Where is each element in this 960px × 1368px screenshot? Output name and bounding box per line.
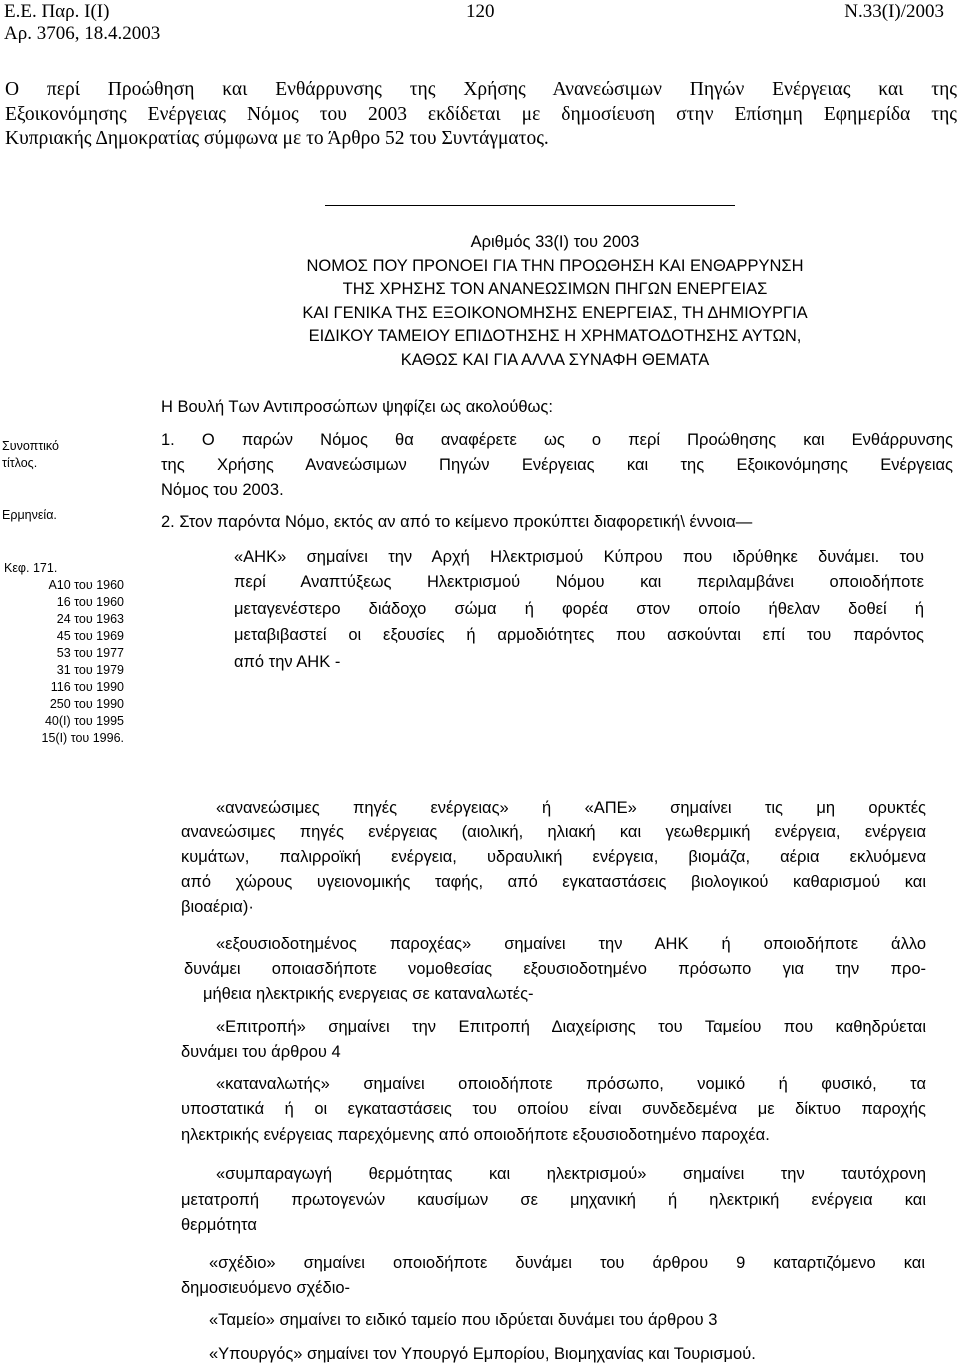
margin-ref: 31 του 1979 — [56, 663, 124, 677]
definition-plan-line: «σχέδιο» σημαίνει οποιοδήποτε δυνάμει του άρθρου 9 καταρτιζόμενο και — [209, 1254, 925, 1272]
title-line: ΕΙΔΙΚΟΥ ΤΑΜΕΙΟΥ ΕΠΙΔΟΤΗΣΗΣ Η ΧΡΗΜΑΤΟΔΟΤΗΣΗΣ ΑΥΤΩΝ, — [308, 327, 802, 345]
margin-text: Συνοπτικό — [2, 439, 59, 453]
intro-line: Εξοικονόμησης Ενέργειας Νόμος του 2003 εκδίδεται με δημοσίευση στην Επίσημη Εφημερίδα της — [5, 104, 957, 125]
intro-line: Κυπριακής Δημοκρατίας σύμφωνα με το Άρθρο 52 του Συντάγματος. — [5, 128, 549, 149]
definition-fund-line: «Ταμείο» σημαίνει το ειδικό ταμείο που ιδρύεται δυνάμει του άρθρου 3 — [209, 1311, 718, 1329]
intro-line: Ο περί Προώθηση και Ενθάρρυνσης της Χρήσης Ανανεώσιμων Πηγών Ενέργειας και της — [5, 79, 957, 100]
definition-minister-line: «Υπουργός» σημαίνει τον Υπουργό Εμπορίου, Βιομηχανίας και Τουρισμού. — [209, 1345, 756, 1363]
margin-ref: Α10 του 1960 — [48, 578, 124, 592]
definition-ahk-line: μεταγενέστερο διάδοχο σώμα ή φορέα στον οποίο ήθελαν δοθεί ή — [234, 600, 924, 618]
margin-note-interpretation: Ερμηνεία. — [2, 508, 57, 522]
definition-ahk-line: «ΑΗΚ» σημαίνει την Αρχή Ηλεκτρισμού Κύπρου που ιδρύθηκε δυνάμει. του — [234, 548, 924, 566]
definition-consumer-line: ηλεκτρικής ενέργειας παρεχόμενης από οποιοδήποτε εξουσιοδοτημένο παροχέα. — [181, 1126, 770, 1144]
margin-references — [0, 560, 124, 747]
definition-chp-line: θερμότητα — [181, 1216, 257, 1234]
section-1-line: Νόμος του 2003. — [161, 481, 284, 499]
definition-producer-line: μήθεια ηλεκτρικής ενεργειας σε καταναλωτές- — [203, 985, 534, 1003]
enactment-clause: Η Βουλή Των Αντιπροσώπων ψηφίζει ως ακολούθως: — [161, 398, 553, 416]
margin-ref: 24 του 1963 — [56, 612, 124, 626]
definition-ahk-line: από την ΑΗΚ - — [234, 653, 341, 671]
definition-committee-line: δυνάμει του άρθρου 4 — [181, 1043, 341, 1061]
law-number: Ν.33(Ι)/2003 — [844, 1, 944, 22]
margin-ref: 250 του 1990 — [49, 697, 124, 711]
section-2-line: 2. Στον παρόντα Νόμο, εκτός αν από το κείμενο προκύπτει διαφορετική\ έννοια— — [161, 513, 753, 531]
definition-chp-line: μετατροπή πρωτογενών καυσίμων σε μηχανική ή ηλεκτρική ενέργεια και — [181, 1191, 926, 1209]
definition-ape-line: «ανανεώσιμες πηγές ενέργειας» ή «ΑΠΕ» σημαίνει τις μη ορυκτές — [216, 799, 926, 817]
gazette-reference: Ε.Ε. Παρ. Ι(I) — [4, 1, 110, 22]
section-1-line: της Χρήσης Ανανεώσιμων Πηγών Ενέργειας και της Εξοικονόμησης Ενέργειας — [161, 456, 953, 474]
margin-ref: 45 του 1969 — [56, 629, 124, 643]
title-line: ΝΟΜΟΣ ΠΟΥ ΠΡΟΝΟΕΙ ΓΙΑ ΤΗΝ ΠΡΟΩΘΗΣΗ ΚΑΙ ΕΝΘΑΡΡΥΝΣΗ — [306, 256, 804, 275]
definition-ape-line: βιοαέρια)· — [181, 898, 254, 916]
definition-ahk-line: μεταβιβαστεί οι εξουσίες ή αρμοδιότητες που ασκούνται επί του παρόντος — [234, 626, 924, 644]
title-line: Αριθμός 33(Ι) του 2003 — [470, 233, 640, 251]
margin-ref: 116 του 1990 — [50, 680, 124, 694]
issue-date: Αρ. 3706, 18.4.2003 — [4, 23, 161, 44]
margin-ref: 40(Ι) του 1995 — [44, 714, 124, 728]
margin-ref: 15(Ι) του 1996. — [41, 731, 124, 745]
definition-consumer-line: «καταναλωτής» σημαίνει οποιοδήποτε πρόσωπο, νομικό ή φυσικό, τα — [216, 1075, 926, 1093]
margin-ref: Κεφ. 171. — [4, 561, 58, 575]
definition-ape-line: κυμάτων, παλιρροϊκή ενέργεια, υδραυλική ενέργεια, βιομάζα, αέρια εκλυόμενα — [181, 848, 926, 866]
definition-ape-line: από χώρους υγειονομικής ταφής, από εγκαταστάσεις βιολογικού καθαρισμού και — [181, 873, 926, 891]
definition-chp-line: «συμπαραγωγή θερμότητας και ηλεκτρισμού» σημαίνει την ταυτόχρονη — [216, 1165, 926, 1183]
margin-note-short-title — [2, 438, 59, 472]
definition-producer-line: δυνάμει οποιασδήποτε νομοθεσίας εξουσιοδοτημένο πρόσωπο για την προ- — [184, 960, 926, 978]
definition-plan-line: δημοσιευόμενο σχέδιο- — [181, 1279, 351, 1297]
page-number: 120 — [466, 1, 495, 22]
margin-ref: 53 του 1977 — [56, 646, 124, 660]
title-line: ΤΗΣ ΧΡΗΣΗΣ ΤΟΝ ΑΝΑΝΕΩΣΙΜΩΝ ΠΗΓΩΝ ΕΝΕΡΓΕΙΑΣ — [342, 280, 768, 298]
definition-ape-line: ανανεώσιμες πηγές ενέργειας (αιολική, ηλιακή και γεωθερμική ενέργεια, ενέργεια — [181, 823, 926, 841]
definition-producer-line: «εξουσιοδοτημένος παροχέας» σημαίνει την ΑΗΚ ή οποιοδήποτε άλλο — [216, 935, 926, 953]
separator-rule — [325, 205, 735, 206]
margin-text: τίτλος. — [2, 456, 38, 470]
title-line: ΚΑΘΩΣ ΚΑΙ ΓΙΑ ΑΛΛΑ ΣΥΝΑΦΗ ΘΕΜΑΤΑ — [400, 350, 710, 369]
definition-ahk-line: περί Αναπτύξεως Ηλεκτρισμού Νόμου και περιλαμβάνει οποιοδήποτε — [234, 573, 924, 591]
title-line: ΚΑΙ ΓΕΝΙΚΑ ΤΗΣ ΕΞΟΙΚΟΝΟΜΗΣΗΣ ΕΝΕΡΓΕΙΑΣ, ΤΗ ΔΗΜΙΟΥΡΓΙΑ — [302, 303, 808, 322]
section-1-line: 1. Ο παρών Νόμος θα αναφέρετε ως ο περί Προώθησης και Ενθάρρυνσης — [161, 431, 953, 449]
margin-ref: 16 του 1960 — [56, 595, 124, 609]
definition-consumer-line: υποστατικά ή οι εγκαταστάσεις του οποίου είναι συνδεδεμένα με δίκτυο παροχής — [181, 1100, 926, 1118]
definition-committee-line: «Επιτροπή» σημαίνει την Επιτροπή Διαχείρισης του Ταμείου που καθηδρύεται — [216, 1018, 926, 1036]
law-title — [150, 231, 960, 372]
